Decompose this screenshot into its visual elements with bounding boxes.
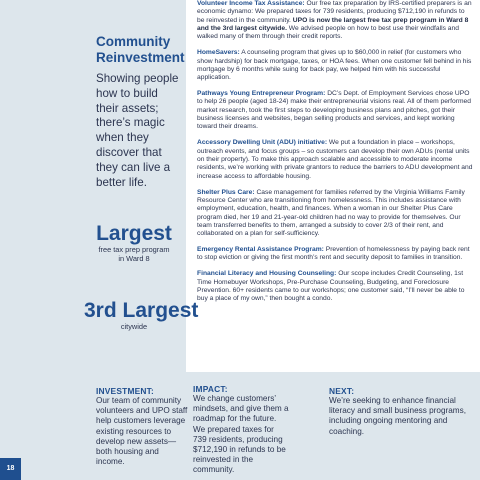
footer-next (329, 384, 469, 437)
page-number: 18 (0, 458, 21, 480)
program-text: We put a foundation in place – workshops, outreach events, and focus groups – so customers can develop their own ADUs (rental units on their property). To make this approach scalable and accessible to moderate income residents, we’re working with private grantors to reduce the barriers to ADU development and increase access to affordable housing. (197, 139, 473, 180)
stat-largest (84, 223, 184, 263)
program-text: We advised people on how to best use their windfalls and walked many of them through their credit reports. (197, 25, 459, 41)
footer-heading: IMPACT: (193, 384, 228, 394)
footer-text: Our team of community volunteers and UPO staff help customers leverage existing resources to develop new assets—both housing and income. (96, 396, 188, 467)
program-pathways (197, 90, 473, 132)
stat-headline: 3rd Largest (84, 299, 199, 322)
program-homesavers (197, 49, 473, 82)
stat-caption-line: in Ward 8 (118, 254, 150, 263)
program-name: Financial Literacy and Housing Counseling: (197, 270, 337, 278)
stat-caption-line: citywide (120, 322, 148, 331)
section-title: Community Reinvestment (96, 34, 185, 65)
program-name: Emergency Rental Assistance Program: (197, 246, 324, 254)
footer-text: We change customers’ mindsets, and give them a roadmap for the future. We prepared taxes for 739 residents, producing $712,190 in refunds to be reinvested in the community. (193, 394, 289, 475)
intro-quote: Showing people how to build their assets; there’s magic when they discover that they can live a better life. (96, 72, 179, 189)
program-text: Our free tax preparation by IRS-certified preparers is an economic dynamo: We prepared taxes for 739 residents, producing $712,190 in refunds to be reinvested in the community. (197, 0, 472, 24)
program-financial-literacy (197, 270, 473, 303)
program-emphasis: UPO is now the largest free tax prep program in Ward 8 and the 3rd largest citywide. (197, 16, 469, 33)
program-adu (197, 139, 473, 181)
program-emergency-rental (197, 246, 473, 263)
program-text: A counseling program that gives up to $60,000 in relief (for customers who show hardship) for back mortgage, taxes, or HOA fees. When one customer fell behind in his mortgage by 6 months while suing for back pay, we helped him with his successful application. (197, 49, 472, 82)
stat-third-largest (84, 299, 199, 331)
program-text: Prevention of homelessness by paying back rent to stop eviction or giving the first month’s rent and security deposit to families in transition. (197, 246, 470, 262)
stat-headline: Largest (96, 222, 172, 245)
program-vita (197, 0, 473, 42)
footer-investment (96, 384, 188, 467)
footer-impact (193, 384, 289, 476)
program-name: Shelter Plus Care: (197, 188, 255, 196)
program-list (197, 0, 473, 368)
program-name: Pathways Young Entrepreneur Program: (197, 90, 326, 98)
stat-caption-line: free tax prep program (98, 245, 170, 254)
program-name: Volunteer Income Tax Assistance: (197, 0, 305, 7)
program-text: Our scope includes Credit Counseling, 1st Time Homebuyer Workshops, Pre-Purchase Counseling, Budgeting, and Foreclosure Prevention. 60+ residents came to our workshops; one customer said, “I’ll never be able to buy a place of my own,” then bought a condo. (197, 270, 465, 303)
program-shelter-plus-care (197, 189, 473, 239)
footer-heading: INVESTMENT: (96, 386, 155, 396)
program-name: Accessory Dwelling Unit (ADU) initiative: (197, 139, 328, 147)
footer-heading: NEXT: (329, 386, 355, 396)
program-text: Case management for families referred by the Virginia Williams Family Resource Center who are transitioning from homelessness. This includes assistance with employment, education, health, and finances. When a woman in our Shelter Plus Care program died, her 19 and 21-year-old children had no way to provide for themselves. Our team transferred benefits to them, arranged a subsidy to cover 2/3 of their rent, and collaborated on a plan for self-sufficiency. (197, 188, 465, 238)
program-text: DC’s Dept. of Employment Services chose UPO to help 26 people (aged 18-24) make their entrepreneurial visions real. All of them performed market research, took the first steps to developing business plans and pitches, got their business licenses and websites, began selling products and services, and kept working toward their dreams. (197, 90, 471, 131)
footer-text: We’re seeking to enhance financial literacy and small business programs, including ongoing mentoring and coaching. (329, 396, 466, 436)
program-name: HomeSavers: (197, 49, 240, 57)
